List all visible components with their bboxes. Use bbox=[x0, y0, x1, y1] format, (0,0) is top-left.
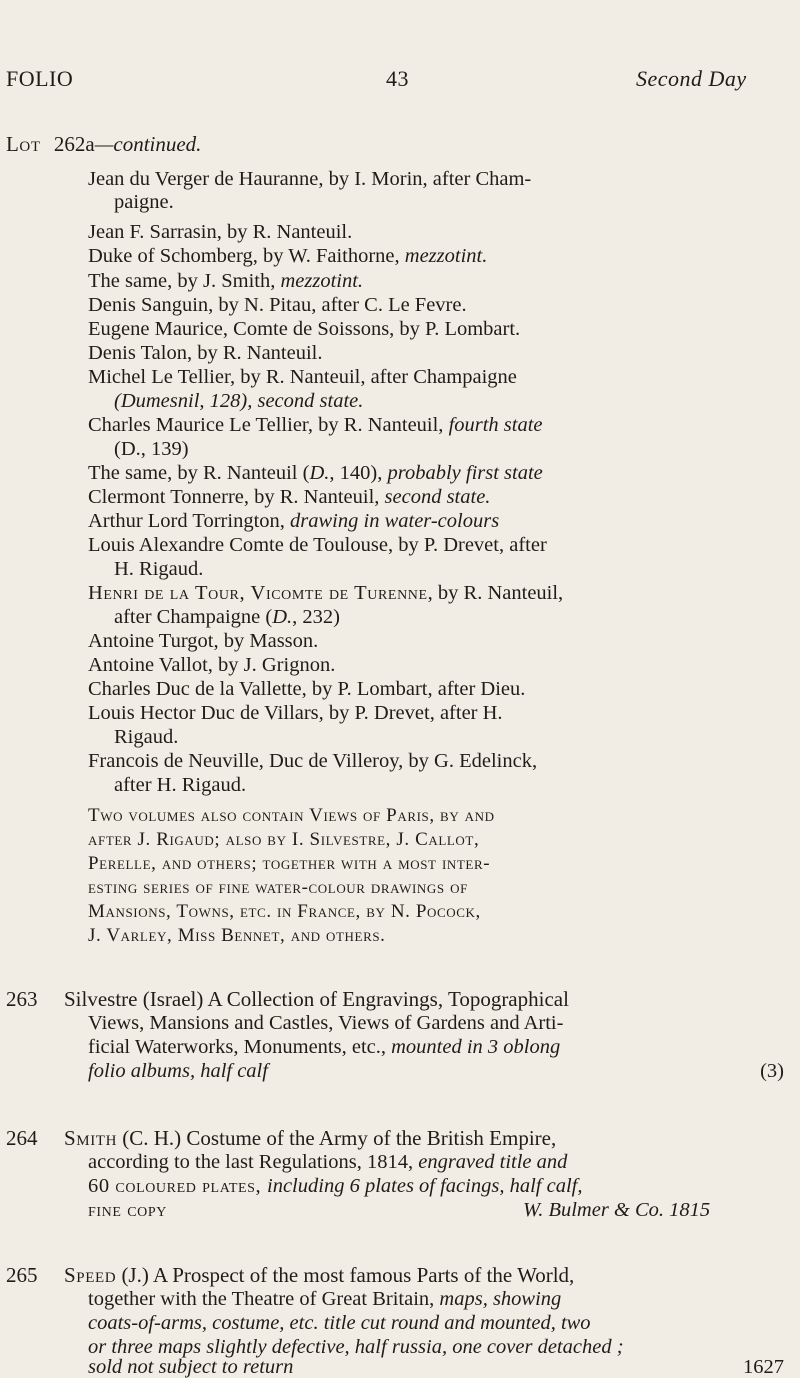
entry-line bbox=[88, 462, 788, 485]
entry-text: Charles Maurice Le Tellier, by R. Nanteuil, bbox=[88, 414, 449, 436]
entry-line: Eugene Maurice, Comte de Soissons, by P. Lombart. bbox=[88, 318, 521, 340]
entry-text: Duke of Schomberg, by W. Faithorne, bbox=[88, 245, 405, 267]
lot-265-number: 265 bbox=[6, 1263, 38, 1287]
entry-text: The same, by J. Smith, bbox=[88, 270, 281, 292]
lot-263-format: mounted in 3 oblong bbox=[391, 1036, 561, 1058]
entry-line: paigne. bbox=[114, 191, 174, 213]
lot-264-author: Smith bbox=[64, 1126, 118, 1150]
entry-text: , by R. Nanteuil, bbox=[427, 582, 564, 604]
entry-state: probably first state bbox=[387, 462, 543, 484]
entry-line: Francois de Neuville, Duc de Villeroy, by G. Edelinck, bbox=[88, 750, 538, 772]
lot-263-line: Silvestre (Israel) A Collection of Engravings, Topographical bbox=[64, 987, 569, 1011]
lot-265-line: coats-of-arms, costume, etc. title cut round and mounted, two bbox=[88, 1312, 591, 1334]
lot-265-author: Speed bbox=[64, 1263, 117, 1287]
lot-265-line: sold not subject to return bbox=[88, 1356, 294, 1378]
lot-264-imprint: W. Bulmer & Co. 1815 bbox=[523, 1199, 711, 1221]
lot-265-line bbox=[64, 1265, 574, 1286]
lot-263-text: ficial Waterworks, Monuments, etc., bbox=[88, 1036, 392, 1058]
entry-line: Jean du Verger de Hauranne, by I. Morin, after Cham- bbox=[88, 168, 532, 190]
lot-264-condition: fine copy bbox=[88, 1199, 167, 1221]
note-line: J. Varley, Miss Bennet, and others. bbox=[88, 925, 386, 946]
note-line: after J. Rigaud; also by I. Silvestre, J. Callot, bbox=[88, 829, 480, 850]
entry-line: Rigaud. bbox=[114, 726, 179, 748]
entry-line: Michel Le Tellier, by R. Nanteuil, after Champaigne bbox=[88, 366, 517, 388]
page-number: 43 bbox=[386, 66, 409, 91]
lot-264-line bbox=[88, 1151, 788, 1174]
entry-line bbox=[88, 270, 788, 293]
entry-line: Louis Alexandre Comte de Toulouse, by P. Drevet, after bbox=[88, 534, 547, 556]
lot-265-date: 1627 bbox=[743, 1356, 784, 1378]
lot-number: 262a bbox=[53, 132, 95, 156]
entry-technique: mezzotint. bbox=[280, 270, 364, 292]
entry-name-smallcaps: Henri de la Tour, Vicomte de Turenne bbox=[88, 582, 428, 604]
lot-264-desc: including 6 plates of facings, half calf, bbox=[267, 1175, 583, 1197]
lot-264-line bbox=[88, 1175, 788, 1198]
lot-262a-heading bbox=[6, 134, 201, 155]
note-line: Mansions, Towns, etc. in France, by N. Pocock, bbox=[88, 901, 481, 922]
entry-line bbox=[88, 245, 788, 268]
lot-264-plates: 60 coloured plates, bbox=[88, 1175, 268, 1197]
lot-263-number: 263 bbox=[6, 987, 38, 1011]
entry-line: Jean F. Sarrasin, by R. Nanteuil. bbox=[88, 221, 353, 243]
lot-265-desc: maps, showing bbox=[439, 1288, 562, 1310]
lot-264-text: (C. H.) Costume of the Army of the British Empire, bbox=[117, 1126, 557, 1150]
lot-263-line: Views, Mansions and Castles, Views of Gardens and Arti- bbox=[88, 1012, 564, 1034]
continued-label: —continued. bbox=[94, 132, 202, 156]
entry-line: Denis Talon, by R. Nanteuil. bbox=[88, 342, 323, 364]
entry-state: fourth state bbox=[448, 414, 543, 436]
entry-text: after Champaigne ( bbox=[114, 606, 273, 628]
entry-line bbox=[88, 486, 788, 509]
entry-line: after H. Rigaud. bbox=[114, 774, 247, 796]
lot-word: Lot bbox=[6, 132, 41, 156]
note-line: Perelle, and others; together with a most inter- bbox=[88, 853, 491, 874]
entry-line: (D., 139) bbox=[114, 438, 189, 460]
entry-text: The same, by R. Nanteuil ( bbox=[88, 462, 310, 484]
entry-line: Charles Duc de la Vallette, by P. Lombart, after Dieu. bbox=[88, 678, 526, 700]
note-line: Two volumes also contain Views of Paris, by and bbox=[88, 805, 495, 826]
lot-264-line bbox=[64, 1128, 556, 1149]
lot-265-text: together with the Theatre of Great Britain, bbox=[88, 1288, 440, 1310]
entry-line bbox=[88, 414, 788, 437]
lot-265-text: (J.) A Prospect of the most famous Parts of the World, bbox=[116, 1263, 575, 1287]
entry-line: Denis Sanguin, by N. Pitau, after C. Le Fevre. bbox=[88, 294, 467, 316]
entry-line: (Dumesnil, 128), second state. bbox=[114, 390, 364, 412]
header-folio: FOLIO bbox=[6, 66, 74, 91]
entry-state: second state. bbox=[384, 486, 491, 508]
entry-text: Arthur Lord Torrington, bbox=[88, 510, 291, 532]
lot-265-line: or three maps slightly defective, half russia, one cover detached ; bbox=[88, 1336, 624, 1358]
lot-263-line bbox=[88, 1036, 788, 1059]
entry-ref: D. bbox=[272, 606, 293, 628]
header-day: Second Day bbox=[636, 66, 747, 91]
lot-264-desc: engraved title and bbox=[418, 1151, 568, 1173]
entry-line: Antoine Vallot, by J. Grignon. bbox=[88, 654, 336, 676]
entry-technique: mezzotint. bbox=[404, 245, 488, 267]
lot-263-line: folio albums, half calf bbox=[88, 1060, 268, 1082]
entry-line bbox=[88, 582, 788, 605]
lot-265-line bbox=[88, 1288, 788, 1311]
lot-264-text: according to the last Regulations, 1814, bbox=[88, 1151, 419, 1173]
entry-text: , 232) bbox=[292, 606, 340, 628]
note-line: esting series of fine water-colour drawings of bbox=[88, 877, 468, 898]
entry-line bbox=[114, 606, 800, 629]
entry-line: Antoine Turgot, by Masson. bbox=[88, 630, 319, 652]
entry-text: , 140), bbox=[329, 462, 388, 484]
entry-ref: D. bbox=[309, 462, 330, 484]
lot-264-number: 264 bbox=[6, 1126, 38, 1150]
entry-line: Louis Hector Duc de Villars, by P. Drevet, after H. bbox=[88, 702, 503, 724]
entry-text: Clermont Tonnerre, by R. Nanteuil, bbox=[88, 486, 385, 508]
lot-263-count: (3) bbox=[760, 1060, 784, 1082]
entry-line: H. Rigaud. bbox=[114, 558, 204, 580]
entry-technique: drawing in water-colours bbox=[290, 510, 500, 532]
entry-line bbox=[88, 510, 788, 533]
